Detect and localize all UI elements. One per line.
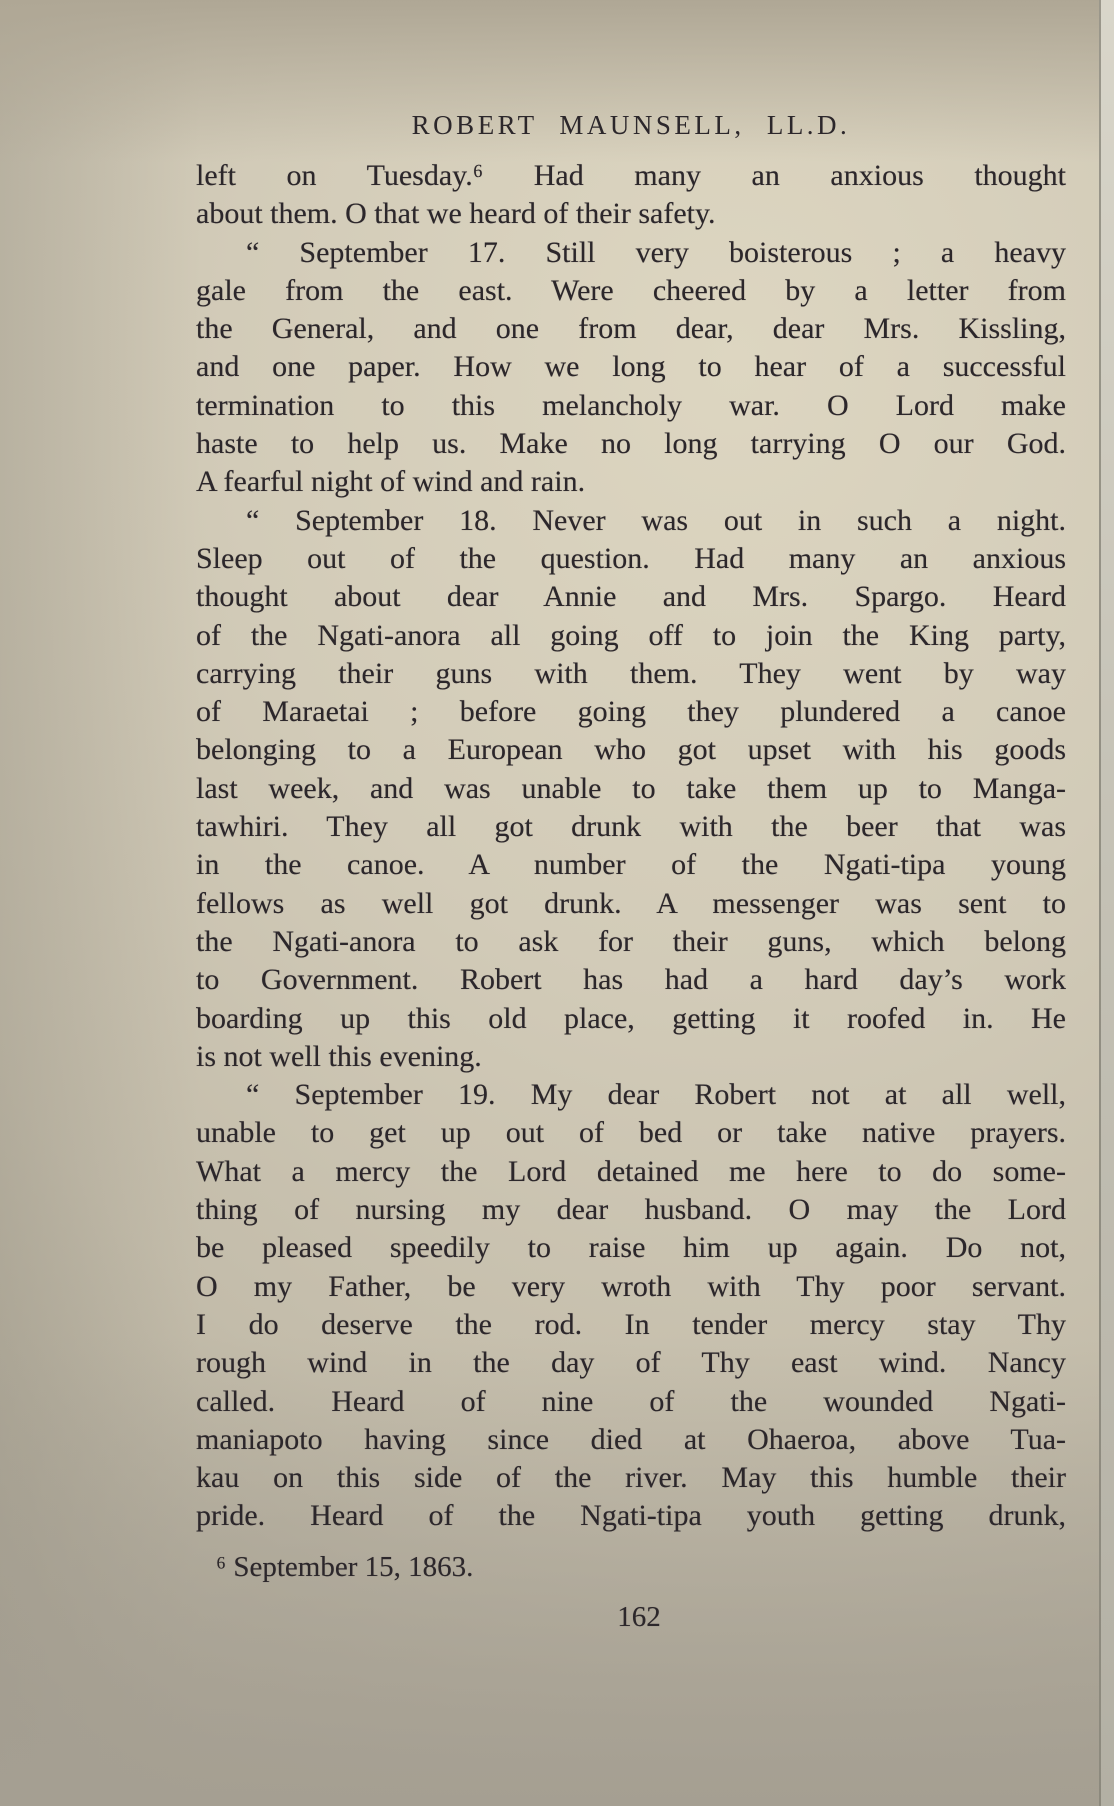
text-line: the General, and one from dear, dear Mrs. Kissling, [196,312,1066,346]
text-line: and one paper. How we long to hear of a successful [196,350,1066,384]
text-line: pride. Heard of the Ngati-tipa youth getting drunk, [196,1499,1066,1533]
text-line: of the Ngati-anora all going off to join the King party, [196,618,1066,652]
text-line: “ September 17. Still very boisterous ; a heavy [246,235,1066,269]
text-line: boarding up this old place, getting it roofed in. He [196,1001,1066,1035]
text-line: “ September 18. Never was out in such a night. [246,503,1066,537]
text-line: in the canoe. A number of the Ngati-tipa young [196,848,1066,882]
paragraph [196,234,1066,502]
text-line: “ September 19. My dear Robert not at all well, [246,1078,1066,1112]
body-text [196,157,1066,1536]
text-line: thought about dear Annie and Mrs. Spargo. Heard [196,580,1066,614]
text-line: haste to help us. Make no long tarrying O our God. [196,427,1066,461]
text-line: What a mercy the Lord detained me here to do some- [196,1154,1066,1188]
running-head-title: ROBERT MAUNSELL, LL.D. [411,110,851,140]
text-line: kau on this side of the river. May this humble their [196,1461,1066,1495]
text-line: tawhiri. They all got drunk with the beer that was [196,810,1066,844]
text-line: be pleased speedily to raise him up again. Do not, [196,1231,1066,1265]
text-line: of Maraetai ; before going they plundered a canoe [196,695,1066,729]
text-line: A fearful night of wind and rain. [196,465,586,499]
paragraph [196,157,1066,234]
text-line: O my Father, be very wroth with Thy poor servant. [196,1269,1066,1303]
text-line: gale from the east. Were cheered by a letter from [196,273,1066,307]
text-line: maniapoto having since died at Ohaeroa, above Tua- [196,1422,1066,1456]
text-line: the Ngati-anora to ask for their guns, which belong [196,924,1066,958]
text-line: unable to get up out of bed or take native prayers. [196,1116,1066,1150]
text-line: last week, and was unable to take them up to Manga- [196,771,1066,805]
text-line: is not well this evening. [196,1039,482,1073]
text-line: belonging to a European who got upset with his goods [196,733,1066,767]
paragraph [196,502,1066,1076]
text-line: fellows as well got drunk. A messenger was sent to [196,886,1066,920]
text-line: called. Heard of nine of the wounded Ngati- [196,1384,1066,1418]
text-line: rough wind in the day of Thy east wind. Nancy [196,1346,1066,1380]
footnote: ⁶ September 15, 1863. [216,1551,474,1583]
paragraph [196,1076,1066,1536]
text-line: to Government. Robert has had a hard day’s work [196,963,1066,997]
text-line: termination to this melancholy war. O Lord make [196,388,1066,422]
page-number: 162 [617,1601,661,1633]
text-line: thing of nursing my dear husband. O may the Lord [196,1193,1066,1227]
text-line: I do deserve the rod. In tender mercy stay Thy [196,1307,1066,1341]
text-line: left on Tuesday.⁶ Had many an anxious thought [196,159,1066,192]
text-line: about them. O that we heard of their safety. [196,197,716,231]
text-line: Sleep out of the question. Had many an anxious [196,541,1066,575]
page-edge [1099,0,1114,1806]
text-line: carrying their guns with them. They went by way [196,656,1066,690]
